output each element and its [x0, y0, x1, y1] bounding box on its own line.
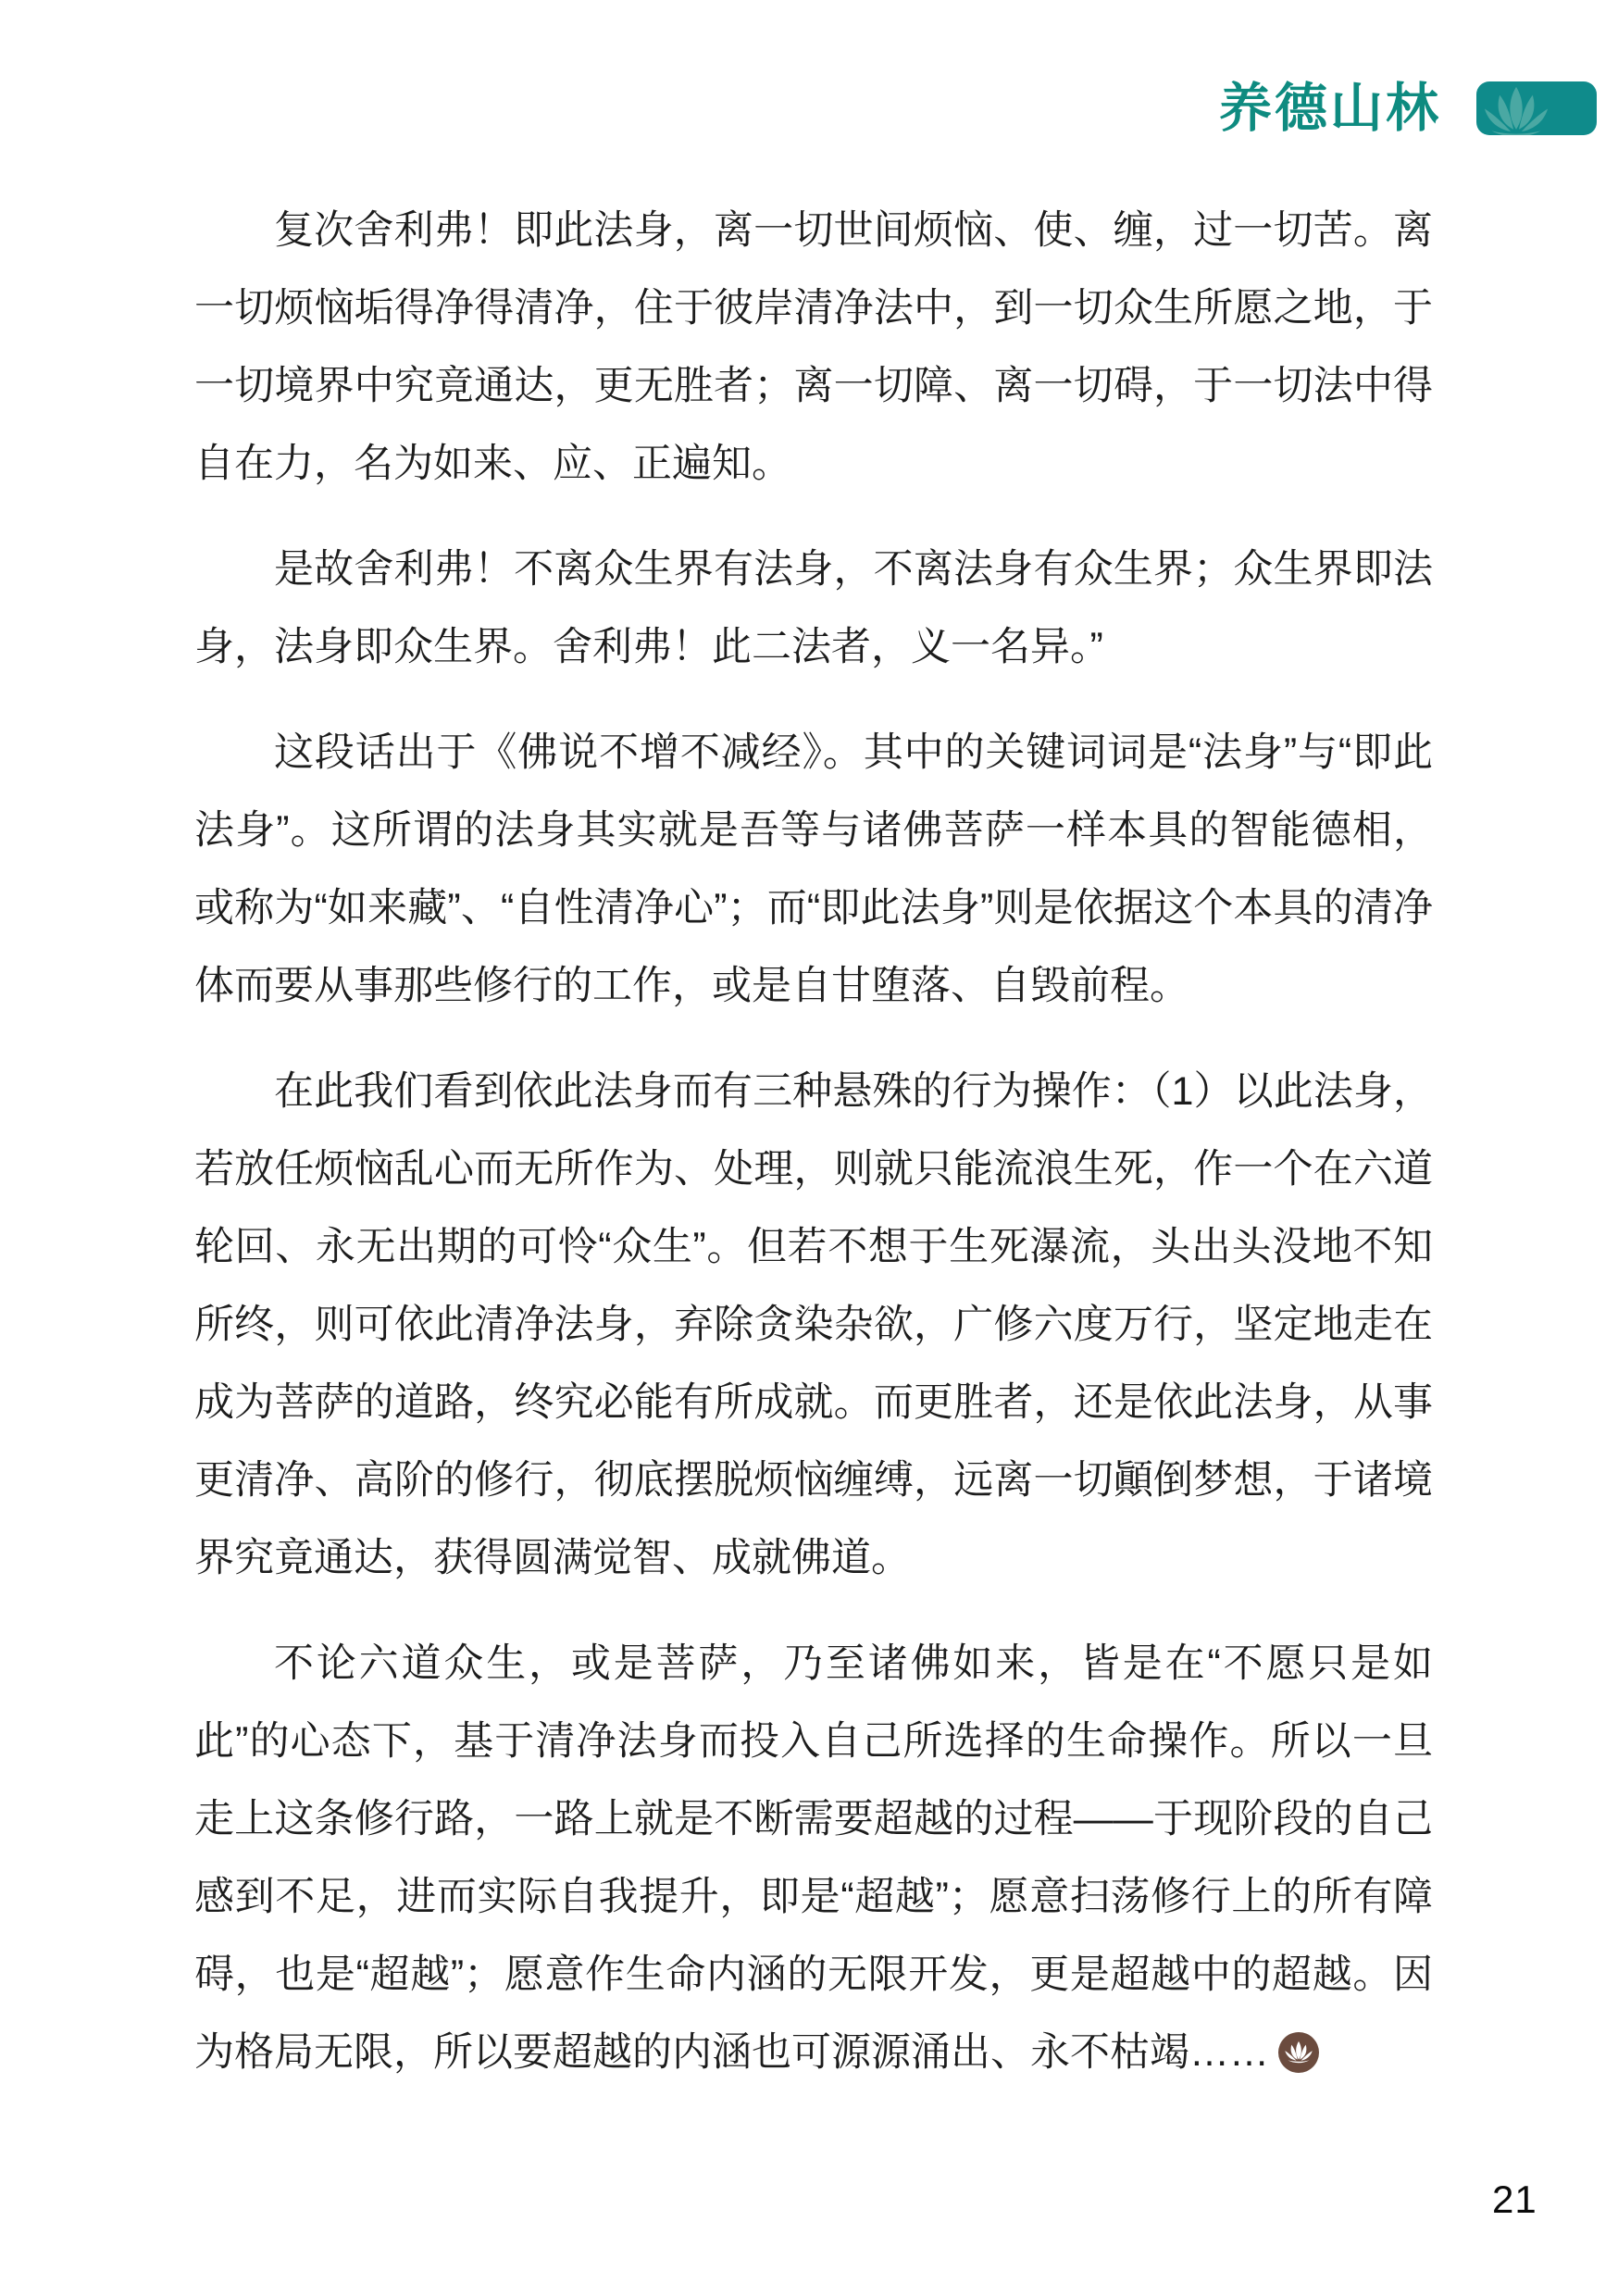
body-paragraph: 是故舍利弗！不离众生界有法身，不离法身有众生界；众生界即法身，法身即众生界。舍利弗！此二法者，义一名异。”: [194, 547, 1433, 669]
brand-badge: [1476, 81, 1597, 135]
lotus-seal-icon: [1278, 2032, 1319, 2073]
brand-title: 养德山林: [1219, 78, 1441, 138]
body-paragraph: 不论六道众生，或是菩萨，乃至诸佛如来，皆是在“不愿只是如此”的心态下，基于清净法身而投入自己所选择的生命操作。所以一旦走上这条修行路，一路上就是不断需要超越的过程——于现阶段的自己感到不足，进而实际自我提升，即是“超越”；愿意扫荡修行上的所有障碍，也是“超越”；愿意作生命内涵的无限开发，更是超越中的超越。因为格局无限，所以要超越的内涵也可源源涌出、永不枯竭……: [194, 1641, 1433, 2075]
body-paragraph: 在此我们看到依此法身而有三种悬殊的行为操作：（1）以此法身，若放任烦恼乱心而无所作为、处理，则就只能流浪生死，作一个在六道轮回、永无出期的可怜“众生”。但若不想于生死瀑流，头出头没地不知所终，则可依此清净法身，弃除贪染杂欲，广修六度万行，坚定地走在成为菩萨的道路，终究必能有所成就。而更胜者，还是依此法身，从事更清净、高阶的修行，彻底摆脱烦恼缠缚，远离一切顚倒梦想，于诸境界究竟通达，获得圆满觉智、成就佛道。: [194, 1069, 1433, 1580]
body-paragraph: 复次舍利弗！即此法身，离一切世间烦恼、使、缠，过一切苦。离一切烦恼垢得净得清净，住于彼岸清净法中，到一切众生所愿之地，于一切境界中究竟通达，更无胜者；离一切障、离一切碍，于一切法中得自在力，名为如来、应、正遍知。: [194, 208, 1433, 486]
article-body: [194, 192, 1433, 2091]
body-paragraph: 这段话出于《佛说不增不减经》。其中的关键词词是“法身”与“即此法身”。这所谓的法身其实就是吾等与诸佛菩萨一样本具的智能德相，或称为“如来藏”、“自性清净心”；而“即此法身”则是依据这个本具的清净体而要从事那些修行的工作，或是自甘堕落、自毁前程。: [194, 730, 1433, 1008]
brand-logo: [1219, 78, 1597, 138]
page-number: 21: [1492, 2177, 1537, 2221]
